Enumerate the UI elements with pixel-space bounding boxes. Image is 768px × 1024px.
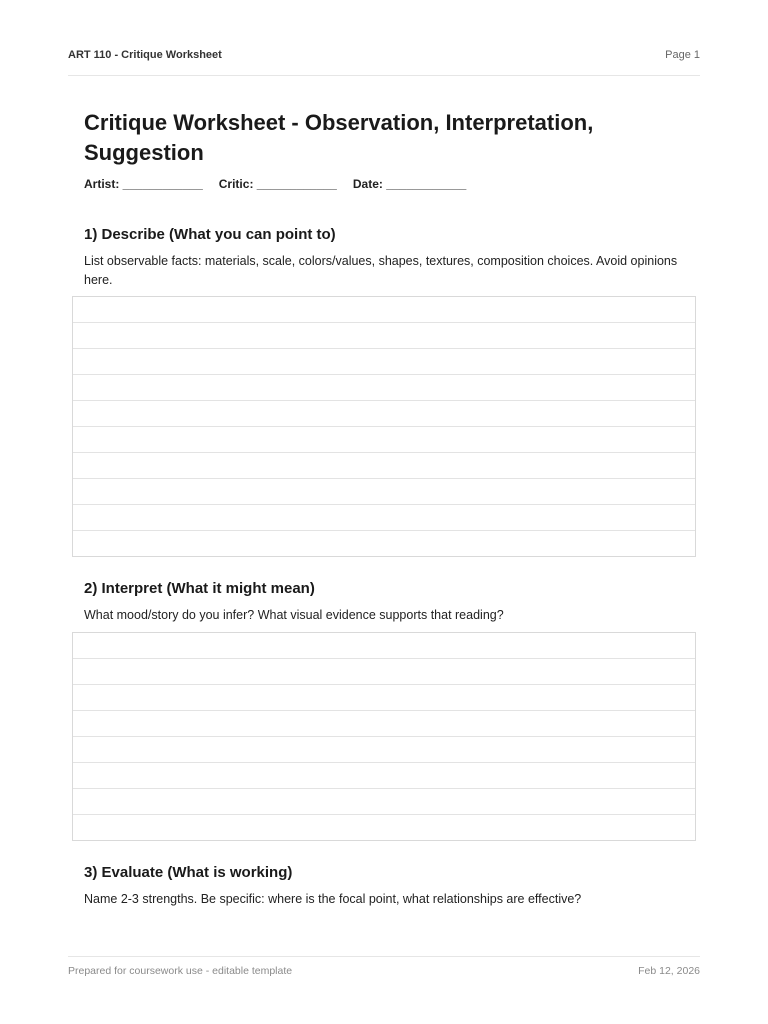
- date-field[interactable]: Date: ____________: [352, 177, 467, 191]
- writing-line: [73, 815, 695, 840]
- writing-line: [73, 763, 695, 789]
- writing-line: [73, 789, 695, 815]
- section-interpret-instruction: What mood/story do you infer? What visual evidence supports that reading?: [84, 608, 504, 622]
- writing-line: [73, 323, 695, 349]
- writing-line: [73, 401, 695, 427]
- writing-line: [73, 633, 695, 659]
- writing-line: [73, 427, 695, 453]
- writing-line: [73, 453, 695, 479]
- writing-line: [73, 659, 695, 685]
- writing-line: [73, 297, 695, 323]
- writing-line: [73, 711, 695, 737]
- running-header: [68, 49, 700, 76]
- writing-line: [73, 375, 695, 401]
- writing-line: [73, 531, 695, 556]
- writing-line: [73, 505, 695, 531]
- writing-line: [73, 349, 695, 375]
- writing-line: [73, 737, 695, 763]
- footer-note: Prepared for coursework use - editable template: [68, 965, 293, 977]
- section-evaluate-heading: 3) Evaluate (What is working): [84, 864, 293, 881]
- section-evaluate-instruction: Name 2-3 strengths. Be specific: where is the focal point, what relationships are effective?: [84, 892, 582, 906]
- critic-field[interactable]: Critic: ____________: [218, 177, 337, 191]
- course-label: ART 110 - Critique Worksheet: [68, 49, 222, 61]
- worksheet-title: Critique Worksheet - Observation, Interpretation, Suggestion: [84, 110, 594, 165]
- page-number: Page 1: [665, 49, 700, 61]
- section-describe-heading: 1) Describe (What you can point to): [84, 226, 336, 243]
- describe-response-area[interactable]: [72, 296, 696, 557]
- meta-row: [84, 177, 482, 191]
- writing-line: [73, 685, 695, 711]
- running-footer: [68, 956, 700, 977]
- footer-date: Feb 12, 2026: [638, 965, 700, 977]
- section-describe-instruction: List observable facts: materials, scale, colors/values, shapes, textures, composition choices. Avoid opinions here.: [84, 254, 678, 287]
- artist-field[interactable]: Artist: ____________: [84, 177, 203, 191]
- interpret-response-area[interactable]: [72, 632, 696, 841]
- section-interpret-heading: 2) Interpret (What it might mean): [84, 580, 315, 597]
- writing-line: [73, 479, 695, 505]
